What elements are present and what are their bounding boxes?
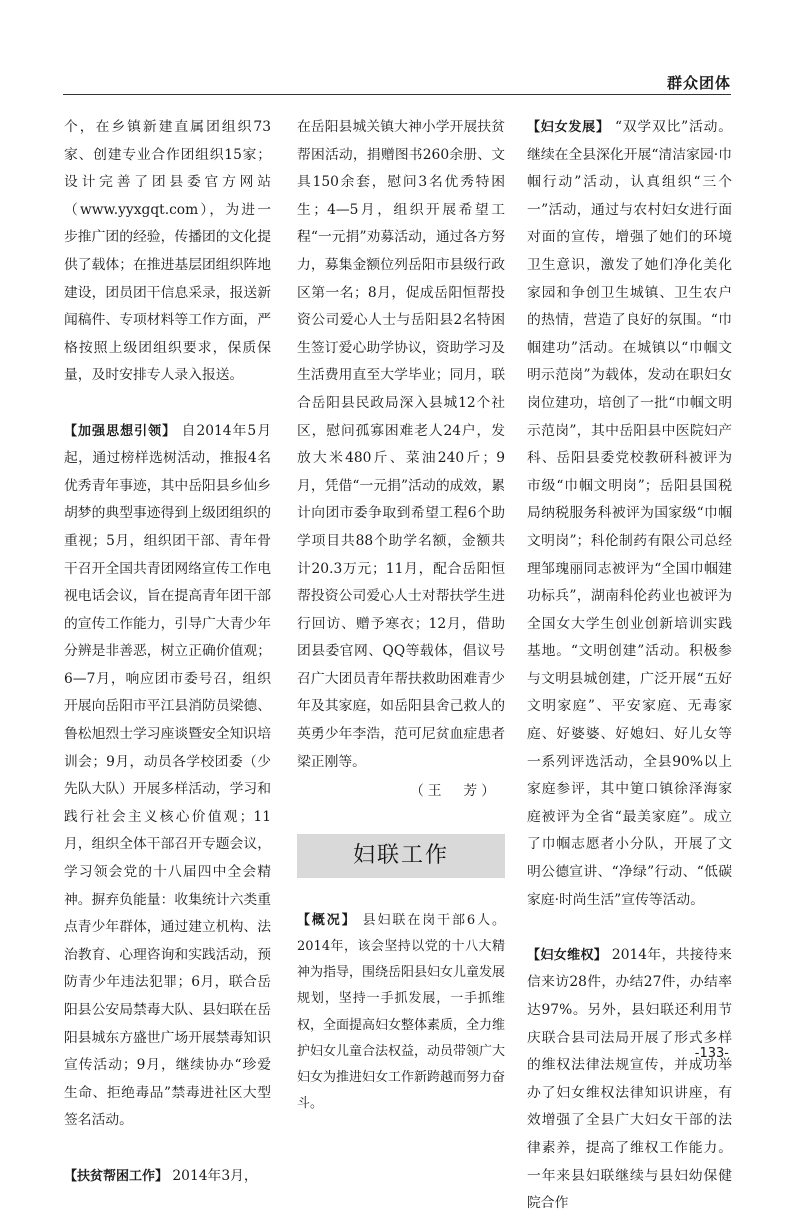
rights-paragraph [527, 942, 732, 1218]
overview-paragraph [297, 908, 505, 1118]
section-title: 妇联工作 [352, 843, 449, 869]
column-1 [64, 114, 271, 1190]
ideology-text: 自2014年5月起，通过榜样选树活动，推报4名优秀青年事迹，其中岳阳县乡仙乡胡梦的典型事迹得到上级团组织的重视；5月，组织团干部、青年骨干召开全国共青团网络宣传工作电视电话会议，旨在提高青年团干部的宣传工作能力，引导广大青少年分辨是非善恶，树立正确价值观；6—7月，响应团市委号召，组织开展向岳阳市平江县消防员梁德、鲁松旭烈士学习座谈暨安全知识培训会；9月，动员各学校团委（少先队大队）开展多样活动，学习和践行社会主义核心价值观；11月，组织全体干部召开专题会议，学习领会党的十八届四中全会精神。摒弃负能量：收集统计六类重点青少年群体，通过建立机构、法治教育、心理咨询和实践活动，预防青少年违法犯罪；6月，联合岳阳县公安局禁毒大队、县妇联在岳阳县城东方盛世广场开展禁毒知识宣传活动；9月，继续协办“珍爱生命、拒绝毒品”禁毒进社区大型签名活动。 [64, 422, 272, 1129]
ideology-paragraph [64, 418, 271, 1135]
section-header-title: 群众团体 [666, 74, 731, 92]
development-heading: 【妇女发展】 [527, 120, 610, 135]
overview-heading: 【概况】 [297, 912, 357, 928]
poverty-text: 2014年3月， [172, 1167, 258, 1184]
rights-text: 2014年，共接待来信来访28件，办结27件，办结率达97%。另外，县妇联还利用节庆联合县司法局开展了形式多样的维权法律法规宣传，并成功举办了妇女维权法律知识讲座，有效增强了全县广大妇女干部的法律素养，提高了维权工作能力。一年来县妇联继续与县妇幼保健院合作 [527, 946, 732, 1212]
poverty-continued: 在岳阳县城关镇大神小学开展扶贫帮困活动，捐赠图书260余册、文具150余套，慰问3名优秀特困生；4—5月，组织开展希望工程“一元捐”劝募活动，通过各方努力，募集金额位列岳阳市县级行政区第一名；8月，促成岳阳恒帮投资公司爱心人士与岳阳县2名特困生签订爱心助学协议，资助学习及生活费用直至大学毕业；同月，联合岳阳县民政局深入县城12个社区，慰问孤寡困难老人24户，发放大米480斤、菜油240斤；9月，凭借“一元捐”活动的成效，累计向团市委争取到希望工程6个助学项目共88个助学名额，金额共计20.3万元；11月，配合岳阳恒帮投资公司爱心人士对帮扶学生进行回访、赠予寒衣；12月，借助团县委官网、QQ等载体，倡议号召广大团员青年帮扶救助困难青少年及其家庭，如岳阳县舍己救人的英勇少年李浩，范可尼贫血症患者梁正刚等。 [297, 119, 505, 770]
rights-heading: 【妇女维权】 [527, 947, 608, 963]
author-signature: （王 芳） [410, 783, 499, 800]
development-text: “双学双比”活动。继续在全县深化开展“清洁家园·巾帼行动”活动，认真组织“三个一”活动，通过与农村妇女进行面对面的宣传，增强了她们的环境卫生意识，激发了她们净化美化家园和争创卫生城镇、卫生农户的热情，营造了良好的氛围。“巾帼建功”活动。在城镇以“巾帼文明示范岗”为载体，发动在职妇女岗位建功，培创了一批“巾帼文明示范岗”，其中岳阳县中医院妇产科、岳阳县委党校教研科被评为市级“巾帼文明岗”；岳阳县国税局纳税服务科被评为国家级“巾帼文明岗”；科伦制药有限公司总经理邹瑰丽同志被评为“全国巾帼建功标兵”，湖南科伦药业也被评为全国女大学生创业创新培训实践基地。“文明创建”活动。积极参与文明县城创建，广泛开展“五好文明家庭”、平安家庭、无毒家庭、好婆婆、好媳妇、好儿女等一系列评选活动，全县90%以上家庭参评，其中筻口镇徐泽海家庭被评为全省“最美家庭”。成立了巾帼志愿者小分队，开展了文明公德宣讲、“净绿”行动、“低碳家庭·时尚生活”宣传等活动。 [527, 119, 732, 908]
page-number: -133- [694, 1046, 729, 1061]
section-title-box [297, 834, 505, 878]
intro-paragraph: 个，在乡镇新建直属团组织73家、创建专业合作团组织15家；设计完善了团县委官方网站（www.yyxgqt.com），为进一步推广团的经验，传播团的文化提供了载体；在推进基层团组织阵地建设，团员团干信息采录，报送新闻稿件、专项材料等工作方面，严格按照上级团组织要求，保质保量，及时安排专人录入报送。 [64, 119, 271, 384]
overview-text: 县妇联在岗干部6人。2014年，该会坚持以党的十八大精神为指导，围绕岳阳县妇女儿童发展规划，坚持一手抓发展，一手抓维权，全面提高妇女整体素质，全力维护妇女儿童合法权益，动员带领广大妇女为推进妇女工作新跨越而努力奋斗。 [297, 912, 506, 1112]
header-divider [63, 94, 731, 95]
poverty-paragraph [64, 1163, 271, 1191]
development-paragraph [527, 114, 732, 914]
ideology-heading: 【加强思想引领】 [64, 423, 177, 439]
poverty-heading: 【扶贫帮困工作】 [64, 1168, 169, 1184]
column-2 [297, 114, 505, 1117]
